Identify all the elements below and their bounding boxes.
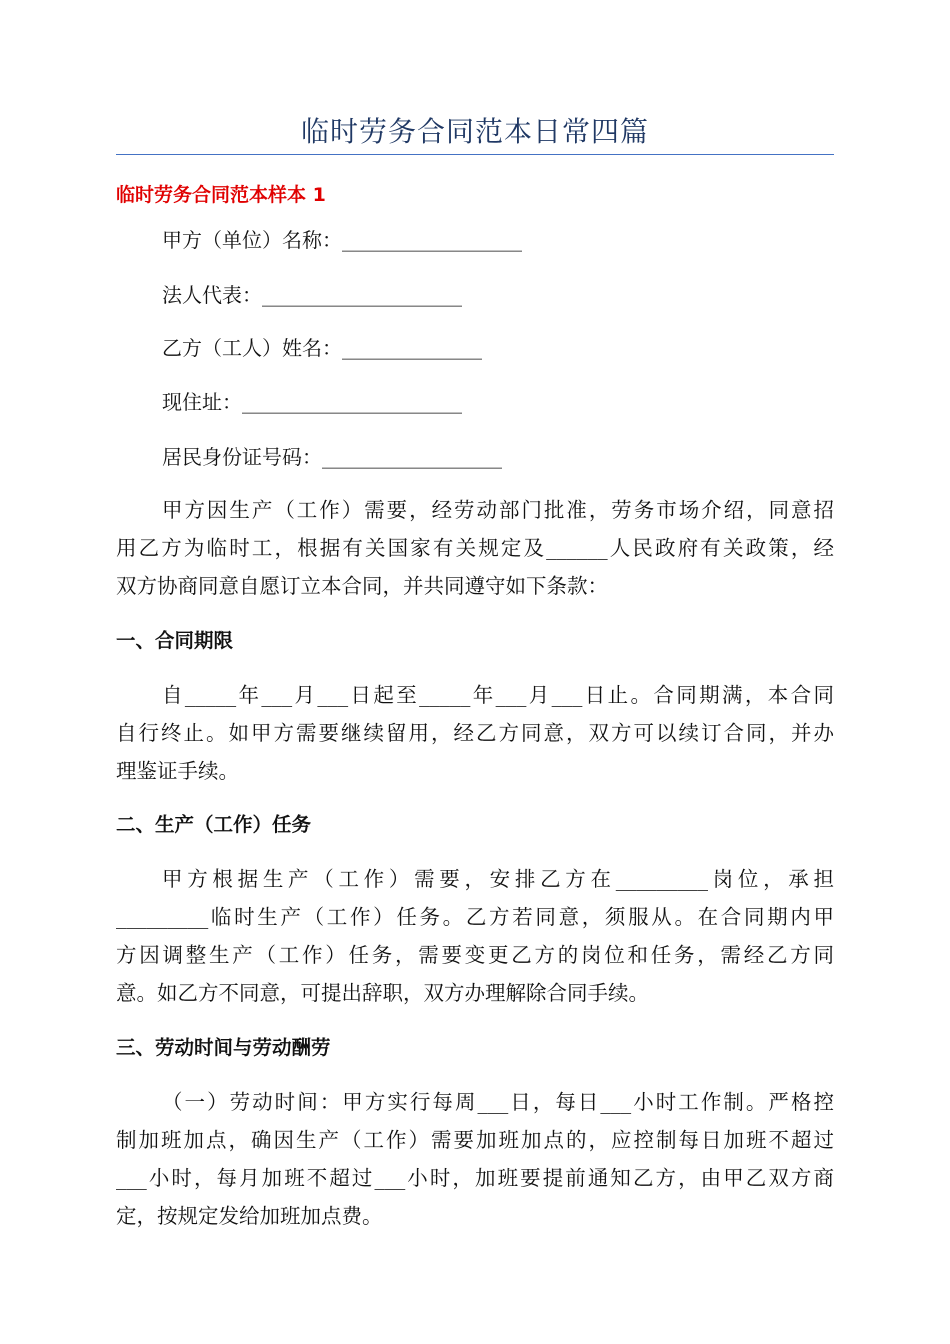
contract-term-paragraph <box>116 676 834 790</box>
working-hours-paragraph <box>116 1083 834 1235</box>
current-address-field <box>162 387 462 417</box>
field-label: 乙方（工人）姓名： <box>162 336 342 360</box>
field-blank: ______________________ <box>242 390 462 414</box>
work-tasks-paragraph <box>116 860 834 1012</box>
paragraph-line: 双方协商同意自愿订立本合同，并共同遵守如下条款： <box>116 574 608 598</box>
field-blank: ____________________ <box>262 283 462 307</box>
field-blank: __________________ <box>342 228 522 252</box>
paragraph-line: 甲方因生产（工作）需要，经劳动部门批准，劳务市场介绍，同意招 <box>162 498 834 522</box>
intro-paragraph <box>116 491 834 605</box>
paragraph-line: 用乙方为临时工，根据有关国家有关规定及______人民政府有关政策，经 <box>116 536 834 560</box>
section-heading-working-hours: 三、劳动时间与劳动酬劳 <box>116 1036 331 1059</box>
paragraph-line: 方因调整生产（工作）任务，需要变更乙方的岗位和任务，需经乙方同 <box>116 943 834 967</box>
field-label: 现住址： <box>162 390 242 414</box>
section-heading-work-tasks: 二、生产（工作）任务 <box>116 813 312 836</box>
field-blank: ______________ <box>342 336 482 360</box>
paragraph-line: 定，按规定发给加班加点费。 <box>116 1204 383 1228</box>
paragraph-line: ___小时，每月加班不超过___小时，加班要提前通知乙方，由甲乙双方商 <box>116 1166 834 1190</box>
field-label: 法人代表： <box>162 283 262 307</box>
field-blank: __________________ <box>322 445 502 469</box>
party-a-name-field <box>162 225 522 255</box>
paragraph-line: 制加班加点，确因生产（工作）需要加班加点的，应控制每日加班不超过 <box>116 1128 834 1152</box>
paragraph-line: 理鉴证手续。 <box>116 759 239 783</box>
document-title: 临时劳务合同范本日常四篇 <box>300 115 649 148</box>
paragraph-line: 自_____年___月___日起至_____年___月___日止。合同期满，本合同 <box>162 683 834 707</box>
legal-representative-field <box>162 280 462 310</box>
field-label: 居民身份证号码： <box>162 445 322 469</box>
paragraph-line: 自行终止。如甲方需要继续留用，经乙方同意，双方可以续订合同，并办 <box>116 721 834 745</box>
party-b-name-field <box>162 333 482 363</box>
section-heading-contract-term: 一、合同期限 <box>116 629 234 652</box>
paragraph-line: 甲方根据生产（工作）需要，安排乙方在_________岗位，承担 <box>162 867 834 891</box>
title-underline <box>116 154 834 155</box>
paragraph-line: _________临时生产（工作）任务。乙方若同意，须服从。在合同期内甲 <box>116 905 834 929</box>
paragraph-line: 意。如乙方不同意，可提出辞职，双方办理解除合同手续。 <box>116 981 649 1005</box>
sample-heading: 临时劳务合同范本样本 1 <box>116 184 326 206</box>
paragraph-line: （一）劳动时间：甲方实行每周___日，每日___小时工作制。严格控 <box>162 1090 834 1114</box>
field-label: 甲方（单位）名称： <box>162 228 342 252</box>
id-number-field <box>162 442 502 472</box>
